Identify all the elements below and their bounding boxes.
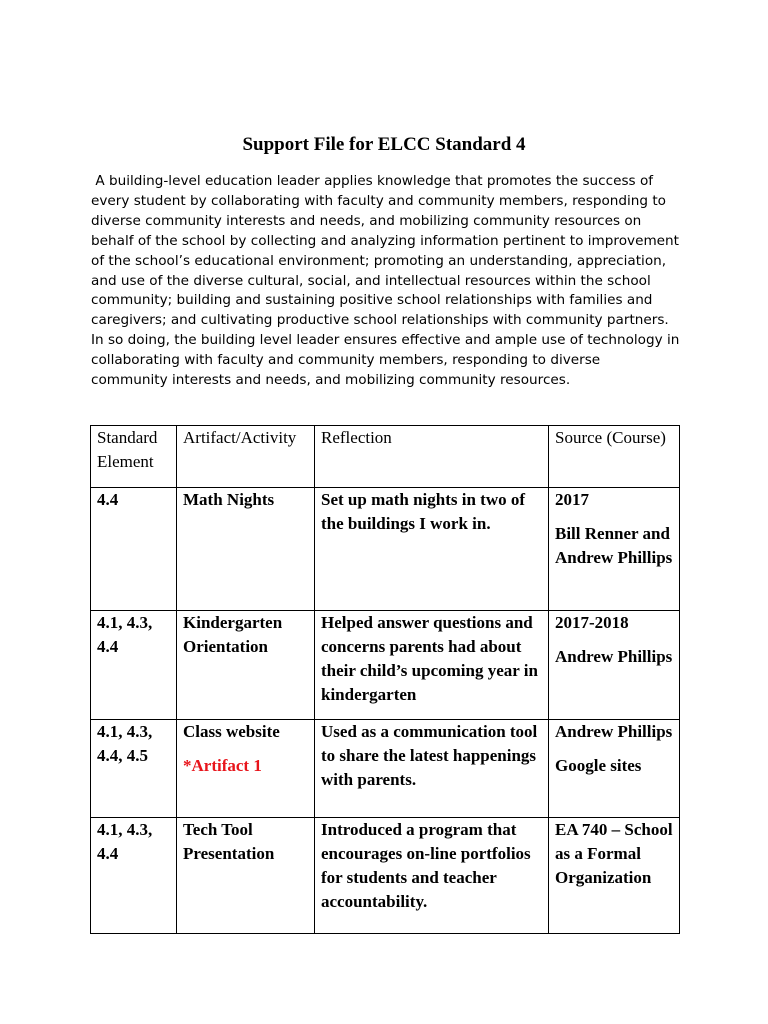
cell-source	[549, 611, 680, 720]
header-reflection: Reflection	[315, 426, 549, 488]
cell-standard-element	[91, 818, 177, 934]
source-author: Andrew Phillips	[555, 722, 673, 741]
cell-artifact	[177, 720, 315, 818]
standards-table	[90, 425, 680, 934]
artifact-link-label: *Artifact 1	[183, 756, 262, 775]
cell-reflection	[315, 818, 549, 934]
cell-standard-element	[91, 720, 177, 818]
cell-source	[549, 818, 680, 934]
source-year: 2017	[555, 490, 589, 509]
cell-artifact	[177, 611, 315, 720]
element-text: 4.4	[97, 490, 119, 509]
reflection-text: Used as a communication tool to share the latest happenings with parents.	[321, 722, 538, 789]
artifact-text: Math Nights	[183, 490, 275, 509]
cell-reflection	[315, 720, 549, 818]
cell-standard-element	[91, 488, 177, 611]
element-text: 4.1, 4.3, 4.4	[97, 820, 153, 863]
header-artifact-activity: Artifact/Activity	[177, 426, 315, 488]
cell-reflection	[315, 611, 549, 720]
table-row	[91, 488, 680, 611]
cell-artifact	[177, 818, 315, 934]
header-standard-element: Standard Element	[91, 426, 177, 488]
artifact-text: Class website	[183, 722, 280, 741]
cell-reflection	[315, 488, 549, 611]
reflection-text: Introduced a program that encourages on-line portfolios for students and teacher accountability.	[321, 820, 531, 911]
cell-standard-element	[91, 611, 177, 720]
document-title: Support File for ELCC Standard 4	[242, 134, 526, 155]
element-text: 4.1, 4.3, 4.4	[97, 613, 153, 656]
element-text: 4.1, 4.3, 4.4, 4.5	[97, 722, 153, 765]
header-source-course: Source (Course)	[549, 426, 680, 488]
reflection-text: Helped answer questions and concerns parents had about their child’s upcoming year in kindergarten	[321, 613, 538, 704]
source-detail: Bill Renner and Andrew Phillips	[555, 524, 673, 567]
source-course: EA 740 – School as a Formal Organization	[555, 820, 673, 887]
table-row	[91, 611, 680, 720]
artifact-text: Kindergarten Orientation	[183, 613, 283, 656]
artifact-text: Tech Tool Presentation	[183, 820, 275, 863]
cell-source	[549, 488, 680, 611]
table-header-row	[91, 426, 680, 488]
standard-description: A building-level education leader applies knowledge that promotes the success of every student by collaborating with faculty and community members, responding to diverse community interests and needs, and mobilizing community resources on behalf of the school by collecting and analyzing information pertinent to improvement of the school’s educational environment; promoting an understanding, appreciation, and use of the diverse cultural, social, and intellectual resources within the school community; building and sustaining positive school relationships with families and caregivers; and cultivating productive school relationships with community partners. In so doing, the building level leader ensures effective and ample use of technology in collaborating with faculty and community members, responding to diverse community interests and needs, and mobilizing community resources.	[91, 173, 684, 389]
table-row	[91, 720, 680, 818]
cell-source	[549, 720, 680, 818]
source-detail: Google sites	[555, 756, 642, 775]
source-detail: Andrew Phillips	[555, 647, 673, 666]
reflection-text: Set up math nights in two of the buildings I work in.	[321, 490, 526, 533]
source-year: 2017-2018	[555, 613, 629, 632]
cell-artifact	[177, 488, 315, 611]
table-row	[91, 818, 680, 934]
